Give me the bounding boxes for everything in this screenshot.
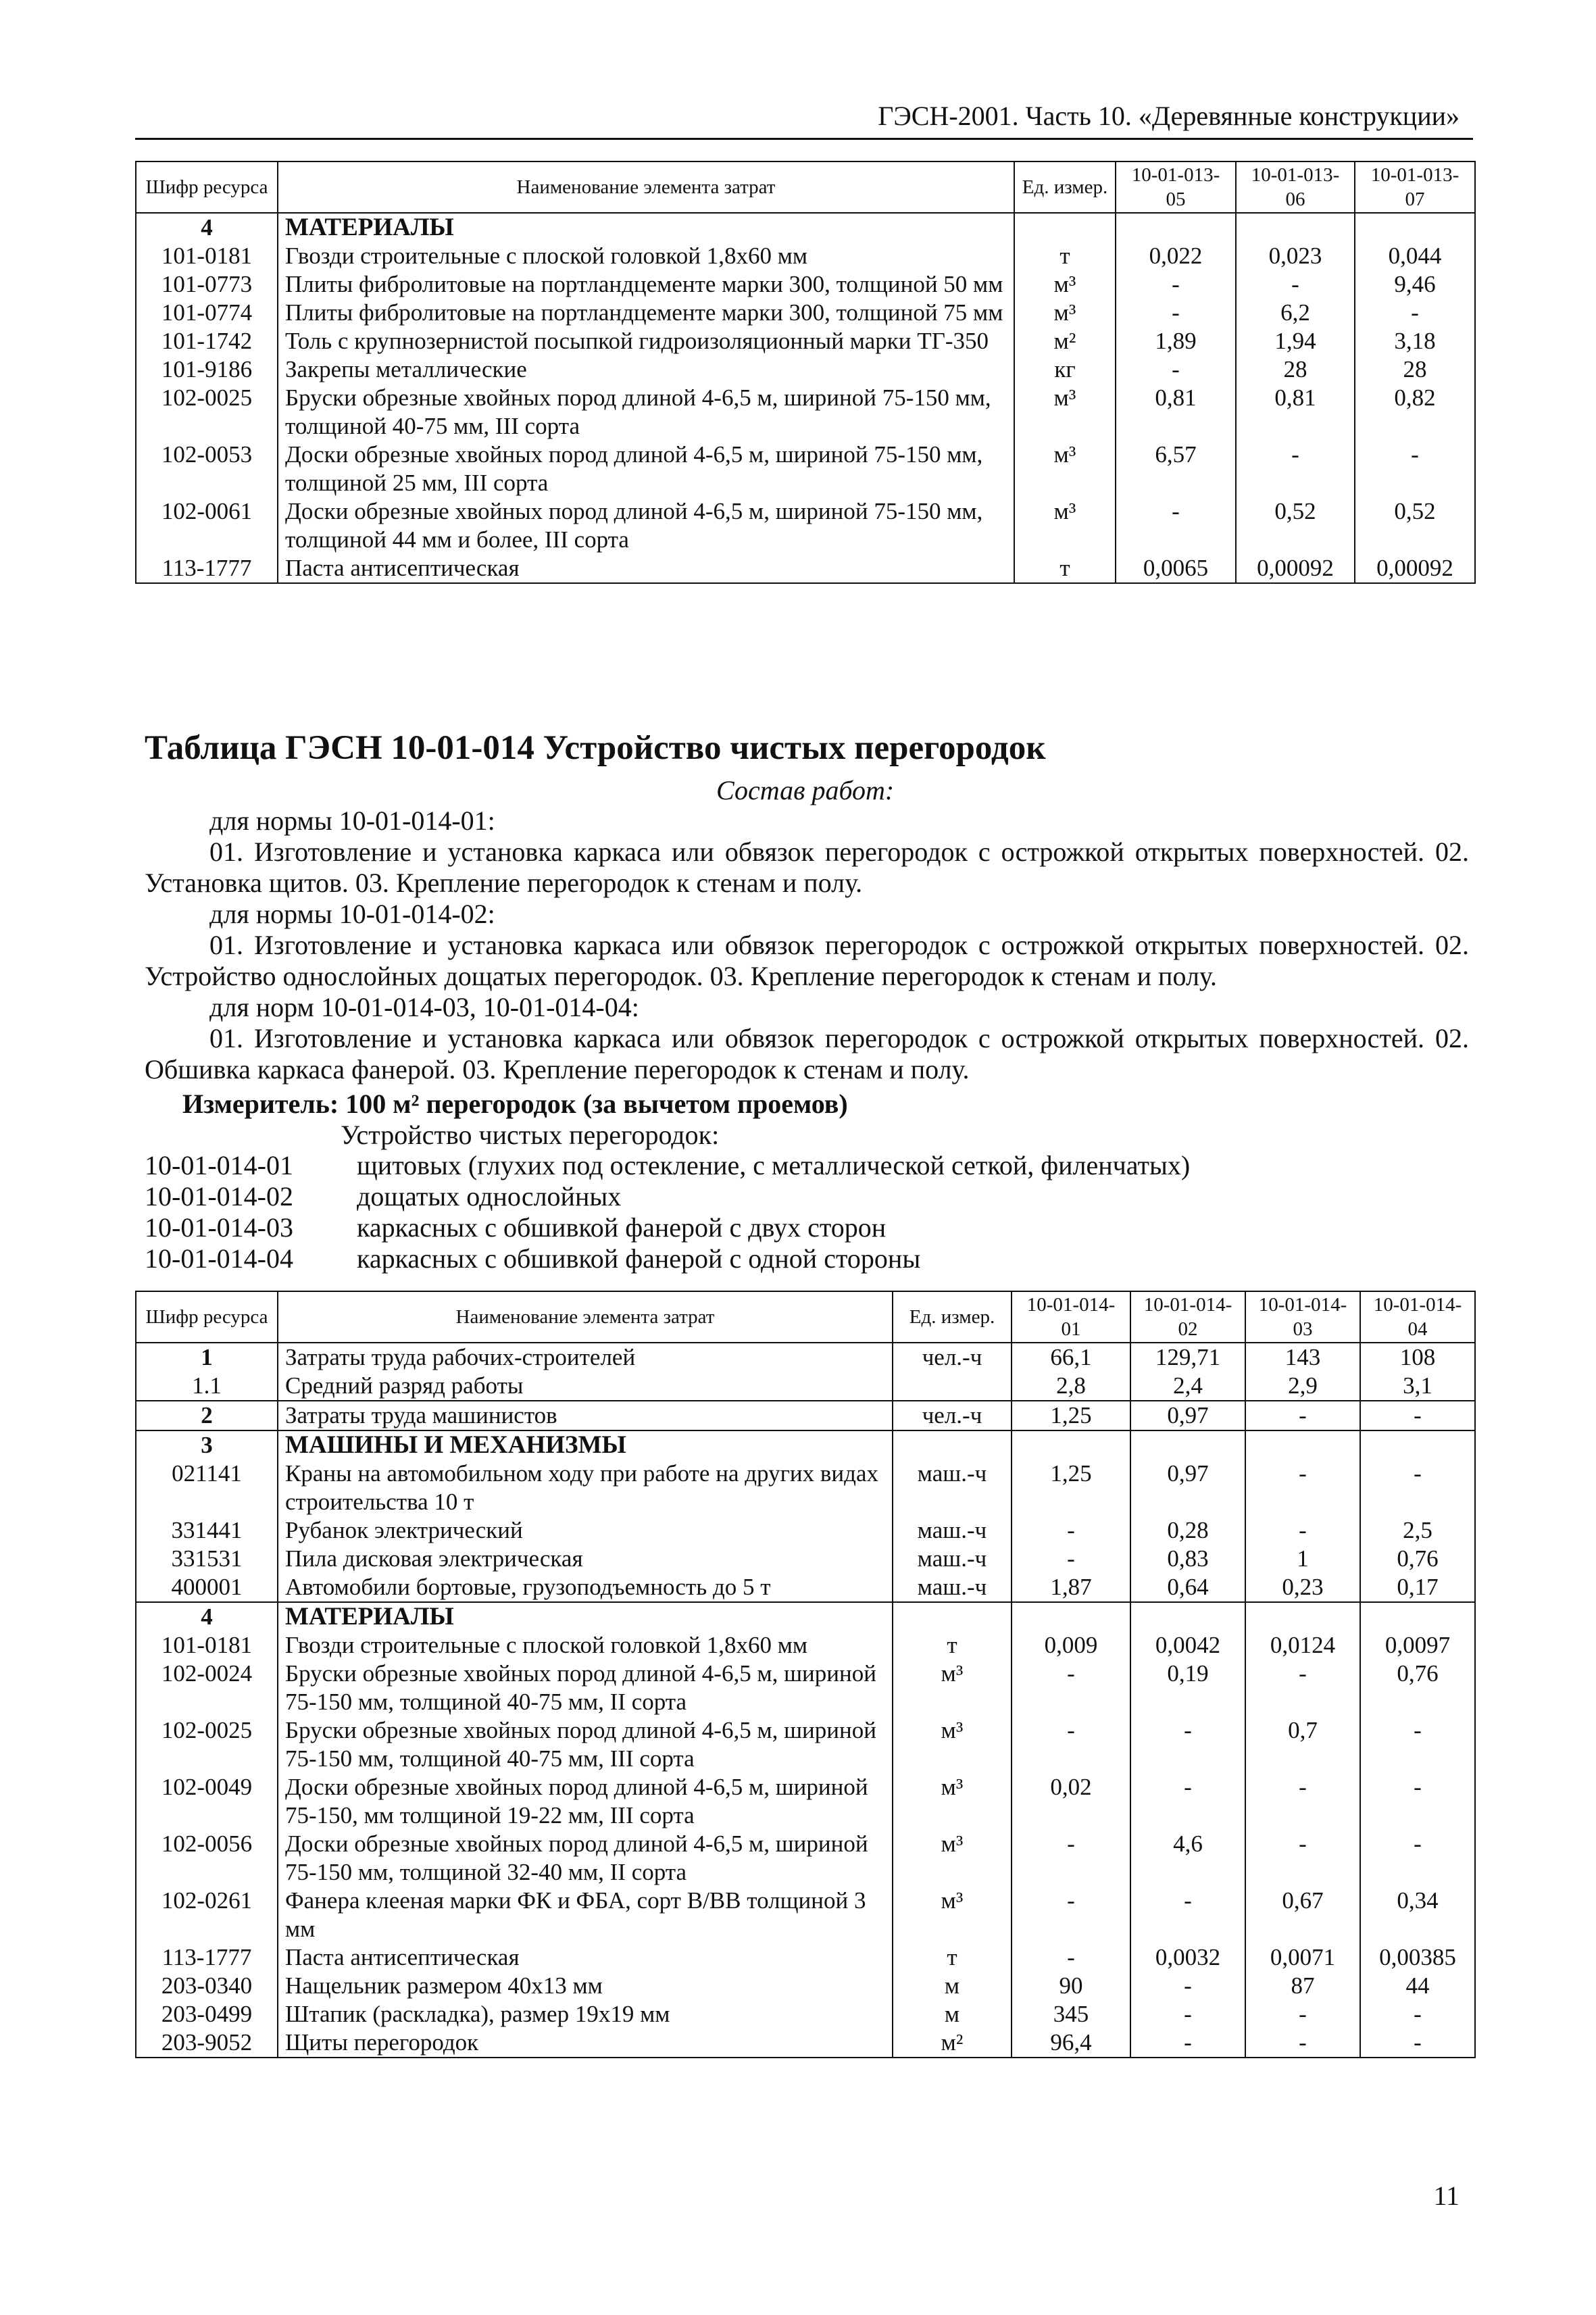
resource-code: 101-9186: [136, 355, 278, 384]
norm-value: -: [1012, 1943, 1130, 1972]
col-header-unit: Ед. измер.: [1014, 161, 1116, 213]
resource-name: Фанера клееная марки ФК и ФБА, сорт В/ВВ толщиной 3 мм: [278, 1887, 893, 1943]
resource-table-013: [135, 161, 1476, 584]
norm-value: 0,83: [1130, 1545, 1245, 1573]
norm-value: -: [1355, 299, 1475, 327]
norm-value: 345: [1012, 2000, 1130, 2028]
norm-value: 143: [1245, 1343, 1360, 1372]
norm-value: 1,87: [1012, 1573, 1130, 1602]
resource-code: 101-1742: [136, 327, 278, 355]
work-description: 01. Изготовление и установка каркаса или обвязок перегородок с острожкой открытых поверхностей. 02. Установка щитов. 03. Крепление перегородок к стенам и полу.: [145, 837, 1469, 898]
resource-unit: маш.-ч: [893, 1573, 1012, 1602]
variant-code: 10-01-014-04: [145, 1243, 293, 1274]
resource-name: Гвозди строительные с плоской головкой 1,8х60 мм: [278, 242, 1014, 270]
norm-value: -: [1236, 441, 1355, 497]
norm-value: 0,82: [1355, 384, 1475, 441]
norm-value: 90: [1012, 1972, 1130, 2000]
table-row: [136, 1460, 1475, 1516]
col-header-norm: 10-01-014-04: [1360, 1291, 1475, 1343]
resource-name: Затраты труда рабочих-строителей: [278, 1343, 893, 1372]
table-row: [136, 1716, 1475, 1773]
resource-code: 113-1777: [136, 554, 278, 583]
resource-unit: маш.-ч: [893, 1516, 1012, 1545]
resource-code: 203-0499: [136, 2000, 278, 2028]
norm-value: -: [1245, 1516, 1360, 1545]
resource-code: 203-9052: [136, 2028, 278, 2058]
table-row: [136, 1516, 1475, 1545]
norm-value: -: [1245, 2028, 1360, 2058]
norm-value: 0,0042: [1130, 1631, 1245, 1660]
norm-value: 0,23: [1245, 1573, 1360, 1602]
measure-line: Измеритель: 100 м² перегородок (за вычетом проемов): [182, 1089, 848, 1119]
resource-name: Нащельник размером 40х13 мм: [278, 1972, 893, 2000]
norm-value: 3,18: [1355, 327, 1475, 355]
resource-unit: м³: [893, 1660, 1012, 1716]
header-rule: [135, 138, 1473, 140]
norm-value: [1012, 1602, 1130, 1631]
norm-value: -: [1116, 299, 1236, 327]
section-title: МАТЕРИАЛЫ: [278, 213, 1014, 242]
resource-name: Доски обрезные хвойных пород длиной 4-6,5 м, шириной 75-150, мм толщиной 19-22 мм, III сорта: [278, 1773, 893, 1830]
resource-name: Бруски обрезные хвойных пород длиной 4-6,5 м, шириной 75-150 мм, толщиной 40-75 мм, III сорта: [278, 384, 1014, 441]
resource-name: Доски обрезные хвойных пород длиной 4-6,5 м, шириной 75-150 мм, толщиной 32-40 мм, II сорта: [278, 1830, 893, 1887]
norm-value: -: [1130, 2000, 1245, 2028]
work-composition-heading: Состав работ:: [716, 775, 895, 805]
table-row: [136, 2000, 1475, 2028]
norm-value: 0,17: [1360, 1573, 1475, 1602]
norm-value: 0,7: [1245, 1716, 1360, 1773]
norm-value: -: [1116, 497, 1236, 554]
resource-code: 2: [136, 1401, 278, 1430]
variant-item: [145, 1243, 920, 1274]
resource-unit: [893, 1372, 1012, 1401]
norm-value: 87: [1245, 1972, 1360, 2000]
resource-name: Паста антисептическая: [278, 554, 1014, 583]
norm-value: -: [1360, 1460, 1475, 1516]
section-row: [136, 1430, 1475, 1460]
norm-value: 28: [1355, 355, 1475, 384]
norm-value: 0,76: [1360, 1660, 1475, 1716]
norm-value: 1,25: [1012, 1401, 1130, 1430]
resource-unit: т: [893, 1943, 1012, 1972]
resource-unit: чел.-ч: [893, 1401, 1012, 1430]
norm-value: -: [1245, 1401, 1360, 1430]
resource-code: 331441: [136, 1516, 278, 1545]
resource-name: Паста антисептическая: [278, 1943, 893, 1972]
norm-value: 0,19: [1130, 1660, 1245, 1716]
resource-unit: м: [893, 1972, 1012, 2000]
resource-unit: м³: [1014, 270, 1116, 299]
table-row: [136, 1631, 1475, 1660]
norm-value: -: [1130, 1716, 1245, 1773]
resource-name: Плиты фибролитовые на портландцементе марки 300, толщиной 75 мм: [278, 299, 1014, 327]
resource-name: Пила дисковая электрическая: [278, 1545, 893, 1573]
norm-value: 0,97: [1130, 1460, 1245, 1516]
col-header-norm: 10-01-013-06: [1236, 161, 1355, 213]
norm-value: [1245, 1430, 1360, 1460]
col-header-norm: 10-01-013-05: [1116, 161, 1236, 213]
norm-value: 0,02: [1012, 1773, 1130, 1830]
resource-code: 102-0049: [136, 1773, 278, 1830]
norm-value: -: [1360, 1830, 1475, 1887]
norm-value: 0,81: [1116, 384, 1236, 441]
resource-code: 102-0053: [136, 441, 278, 497]
table-row: [136, 1830, 1475, 1887]
resource-unit: м³: [893, 1716, 1012, 1773]
resource-unit: [893, 1602, 1012, 1631]
variant-text: каркасных с обшивкой фанерой с одной стороны: [357, 1243, 921, 1274]
table-row: [136, 270, 1475, 299]
norm-value: [1360, 1602, 1475, 1631]
resource-code: 331531: [136, 1545, 278, 1573]
resource-unit: м³: [893, 1773, 1012, 1830]
resource-unit: м²: [1014, 327, 1116, 355]
table-row: [136, 1573, 1475, 1602]
norm-value: -: [1245, 1830, 1360, 1887]
resource-unit: м³: [1014, 299, 1116, 327]
page-number: 11: [1433, 2181, 1460, 2211]
resource-code: 400001: [136, 1573, 278, 1602]
norm-value: 0,0071: [1245, 1943, 1360, 1972]
table-row: [136, 441, 1475, 497]
resource-name: Толь с крупнозернистой посыпкой гидроизоляционный марки ТГ-350: [278, 327, 1014, 355]
table-row: [136, 1943, 1475, 1972]
norm-value: 6,2: [1236, 299, 1355, 327]
norm-value: 1: [1245, 1545, 1360, 1573]
norm-value: 0,52: [1355, 497, 1475, 554]
norm-value: 28: [1236, 355, 1355, 384]
table-row: [136, 1773, 1475, 1830]
resource-code: 101-0774: [136, 299, 278, 327]
norm-value: 129,71: [1130, 1343, 1245, 1372]
table-row: [136, 2028, 1475, 2058]
resource-name: Автомобили бортовые, грузоподъемность до 5 т: [278, 1573, 893, 1602]
variant-item: [145, 1150, 1190, 1181]
table-row: [136, 1660, 1475, 1716]
norm-value: 0,81: [1236, 384, 1355, 441]
table-row: [136, 299, 1475, 327]
norm-value: -: [1116, 355, 1236, 384]
norm-value: 66,1: [1012, 1343, 1130, 1372]
variants-heading: Устройство чистых перегородок:: [341, 1120, 720, 1150]
resource-unit: кг: [1014, 355, 1116, 384]
norm-value: -: [1236, 270, 1355, 299]
work-description: 01. Изготовление и установка каркаса или обвязок перегородок с острожкой открытых поверхностей. 02. Устройство однослойных дощатых перегородок. 03. Крепление перегородок к стенам и полу.: [145, 930, 1469, 991]
resource-unit: т: [1014, 554, 1116, 583]
resource-name: Щиты перегородок: [278, 2028, 893, 2058]
resource-unit: м³: [893, 1887, 1012, 1943]
resource-unit: м³: [1014, 441, 1116, 497]
resource-code: 113-1777: [136, 1943, 278, 1972]
norm-value: -: [1360, 2028, 1475, 2058]
table-row: [136, 1972, 1475, 2000]
resource-unit: м³: [1014, 384, 1116, 441]
norm-value: [1360, 1430, 1475, 1460]
norm-value: 3,1: [1360, 1372, 1475, 1401]
work-description: 01. Изготовление и установка каркаса или обвязок перегородок с острожкой открытых поверхностей. 02. Обшивка каркаса фанерой. 03. Крепление перегородок к стенам и полу.: [145, 1023, 1469, 1085]
norm-label: для нормы 10-01-014-01:: [209, 805, 495, 836]
resource-unit: маш.-ч: [893, 1545, 1012, 1573]
table-row: [136, 497, 1475, 554]
table-row: [136, 1372, 1475, 1401]
resource-name: Плиты фибролитовые на портландцементе марки 300, толщиной 50 мм: [278, 270, 1014, 299]
resource-unit: м³: [1014, 497, 1116, 554]
table-row: [136, 554, 1475, 583]
norm-value: 0,0124: [1245, 1631, 1360, 1660]
variant-text: дощатых однослойных: [357, 1181, 622, 1212]
norm-value: [1130, 1602, 1245, 1631]
variant-code: 10-01-014-02: [145, 1181, 293, 1212]
norm-value: 0,0032: [1130, 1943, 1245, 1972]
resource-code: 102-0025: [136, 384, 278, 441]
col-header-name: Наименование элемента затрат: [278, 161, 1014, 213]
norm-value: [1012, 1430, 1130, 1460]
resource-name: Рубанок электрический: [278, 1516, 893, 1545]
norm-value: 6,57: [1116, 441, 1236, 497]
resource-code: 1: [136, 1343, 278, 1372]
norm-value: 0,00385: [1360, 1943, 1475, 1972]
norm-value: 0,52: [1236, 497, 1355, 554]
resource-unit: м²: [893, 2028, 1012, 2058]
norm-value: -: [1360, 1716, 1475, 1773]
table-row: [136, 327, 1475, 355]
norm-value: -: [1130, 1773, 1245, 1830]
norm-value: -: [1360, 2000, 1475, 2028]
resource-code: 203-0340: [136, 1972, 278, 2000]
running-header: ГЭСН-2001. Часть 10. «Деревянные конструкции»: [878, 101, 1460, 131]
resource-name: Бруски обрезные хвойных пород длиной 4-6,5 м, шириной 75-150 мм, толщиной 40-75 мм, II сорта: [278, 1660, 893, 1716]
norm-value: -: [1245, 2000, 1360, 2028]
resource-code: 101-0773: [136, 270, 278, 299]
norm-value: -: [1130, 2028, 1245, 2058]
resource-name: Бруски обрезные хвойных пород длиной 4-6,5 м, шириной 75-150 мм, толщиной 40-75 мм, III сорта: [278, 1716, 893, 1773]
resource-code: 101-0181: [136, 1631, 278, 1660]
col-header-unit: Ед. измер.: [893, 1291, 1012, 1343]
col-header-norm: 10-01-014-01: [1012, 1291, 1130, 1343]
table-row: [136, 242, 1475, 270]
variant-text: каркасных с обшивкой фанерой с двух сторон: [357, 1212, 887, 1243]
norm-value: 0,009: [1012, 1631, 1130, 1660]
table-row: [136, 1401, 1475, 1430]
norm-value: -: [1012, 1830, 1130, 1887]
table-title: Таблица ГЭСН 10-01-014 Устройство чистых перегородок: [145, 729, 1046, 767]
norm-value: -: [1245, 1660, 1360, 1716]
norm-value: 0,00092: [1236, 554, 1355, 583]
norm-value: -: [1012, 1660, 1130, 1716]
variant-item: [145, 1212, 886, 1243]
resource-unit: [893, 1430, 1012, 1460]
norm-value: 0,67: [1245, 1887, 1360, 1943]
norm-value: 0,044: [1355, 242, 1475, 270]
norm-value: [1245, 1602, 1360, 1631]
norm-value: -: [1012, 1545, 1130, 1573]
table-row: [136, 1545, 1475, 1573]
resource-name: Средний разряд работы: [278, 1372, 893, 1401]
norm-value: 0,34: [1360, 1887, 1475, 1943]
norm-value: [1130, 1430, 1245, 1460]
resource-name: Закрепы металлические: [278, 355, 1014, 384]
norm-value: -: [1130, 1972, 1245, 2000]
norm-value: -: [1012, 1716, 1130, 1773]
resource-name: МАТЕРИАЛЫ: [278, 1602, 893, 1631]
resource-name: Затраты труда машинистов: [278, 1401, 893, 1430]
norm-value: -: [1130, 1887, 1245, 1943]
norm-value: 0,023: [1236, 242, 1355, 270]
variant-item: [145, 1181, 621, 1212]
norm-value: 0,28: [1130, 1516, 1245, 1545]
resource-name: Доски обрезные хвойных пород длиной 4-6,5 м, шириной 75-150 мм, толщиной 44 мм и более, III сорта: [278, 497, 1014, 554]
norm-value: 0,76: [1360, 1545, 1475, 1573]
variant-text: щитовых (глухих под остекление, с металлической сеткой, филенчатых): [357, 1150, 1191, 1180]
col-header-name: Наименование элемента затрат: [278, 1291, 893, 1343]
resource-name: Доски обрезные хвойных пород длиной 4-6,5 м, шириной 75-150 мм, толщиной 25 мм, III сорта: [278, 441, 1014, 497]
resource-table-014: [135, 1291, 1476, 2058]
norm-value: 2,8: [1012, 1372, 1130, 1401]
col-header-norm: 10-01-013-07: [1355, 161, 1475, 213]
resource-unit: т: [893, 1631, 1012, 1660]
resource-code: 1.1: [136, 1372, 278, 1401]
table-row: [136, 384, 1475, 441]
norm-value: -: [1360, 1401, 1475, 1430]
norm-value: -: [1245, 1460, 1360, 1516]
section-row: [136, 1602, 1475, 1631]
norm-value: 2,4: [1130, 1372, 1245, 1401]
norm-value: 1,25: [1012, 1460, 1130, 1516]
resource-code: 102-0024: [136, 1660, 278, 1716]
resource-code: 4: [136, 1602, 278, 1631]
norm-value: 2,5: [1360, 1516, 1475, 1545]
norm-label: для нормы 10-01-014-02:: [209, 899, 495, 929]
resource-name: Краны на автомобильном ходу при работе на других видах строительства 10 т: [278, 1460, 893, 1516]
norm-value: 0,0065: [1116, 554, 1236, 583]
resource-unit: м: [893, 2000, 1012, 2028]
col-header-code: Шифр ресурса: [136, 161, 278, 213]
norm-value: 0,64: [1130, 1573, 1245, 1602]
norm-value: 1,89: [1116, 327, 1236, 355]
resource-name: Штапик (раскладка), размер 19х19 мм: [278, 2000, 893, 2028]
norm-value: 4,6: [1130, 1830, 1245, 1887]
resource-code: 102-0061: [136, 497, 278, 554]
norm-value: -: [1360, 1773, 1475, 1830]
table-row: [136, 355, 1475, 384]
resource-code: 102-0056: [136, 1830, 278, 1887]
norm-value: 96,4: [1012, 2028, 1130, 2058]
norm-value: 0,0097: [1360, 1631, 1475, 1660]
col-header-norm: 10-01-014-02: [1130, 1291, 1245, 1343]
col-header-code: Шифр ресурса: [136, 1291, 278, 1343]
norm-value: -: [1012, 1887, 1130, 1943]
resource-unit: т: [1014, 242, 1116, 270]
section-row: [136, 213, 1475, 242]
norm-value: -: [1116, 270, 1236, 299]
norm-value: -: [1355, 441, 1475, 497]
norm-value: 0,97: [1130, 1401, 1245, 1430]
resource-code: 101-0181: [136, 242, 278, 270]
norm-value: -: [1245, 1773, 1360, 1830]
variant-code: 10-01-014-03: [145, 1212, 293, 1243]
resource-unit: маш.-ч: [893, 1460, 1012, 1516]
resource-unit: м³: [893, 1830, 1012, 1887]
norm-value: -: [1012, 1516, 1130, 1545]
norm-value: 0,00092: [1355, 554, 1475, 583]
norm-value: 9,46: [1355, 270, 1475, 299]
section-number: 4: [136, 213, 278, 242]
resource-name: Гвозди строительные с плоской головкой 1,8х60 мм: [278, 1631, 893, 1660]
variant-code: 10-01-014-01: [145, 1150, 293, 1180]
norm-value: 0,022: [1116, 242, 1236, 270]
resource-unit: чел.-ч: [893, 1343, 1012, 1372]
col-header-norm: 10-01-014-03: [1245, 1291, 1360, 1343]
resource-code: 102-0261: [136, 1887, 278, 1943]
resource-code: 3: [136, 1430, 278, 1460]
resource-name: МАШИНЫ И МЕХАНИЗМЫ: [278, 1430, 893, 1460]
table-row: [136, 1887, 1475, 1943]
norm-value: 1,94: [1236, 327, 1355, 355]
norm-value: 44: [1360, 1972, 1475, 2000]
norm-label: для норм 10-01-014-03, 10-01-014-04:: [209, 992, 639, 1022]
norm-value: 108: [1360, 1343, 1475, 1372]
resource-code: 021141: [136, 1460, 278, 1516]
resource-code: 102-0025: [136, 1716, 278, 1773]
table-row: [136, 1343, 1475, 1372]
norm-value: 2,9: [1245, 1372, 1360, 1401]
